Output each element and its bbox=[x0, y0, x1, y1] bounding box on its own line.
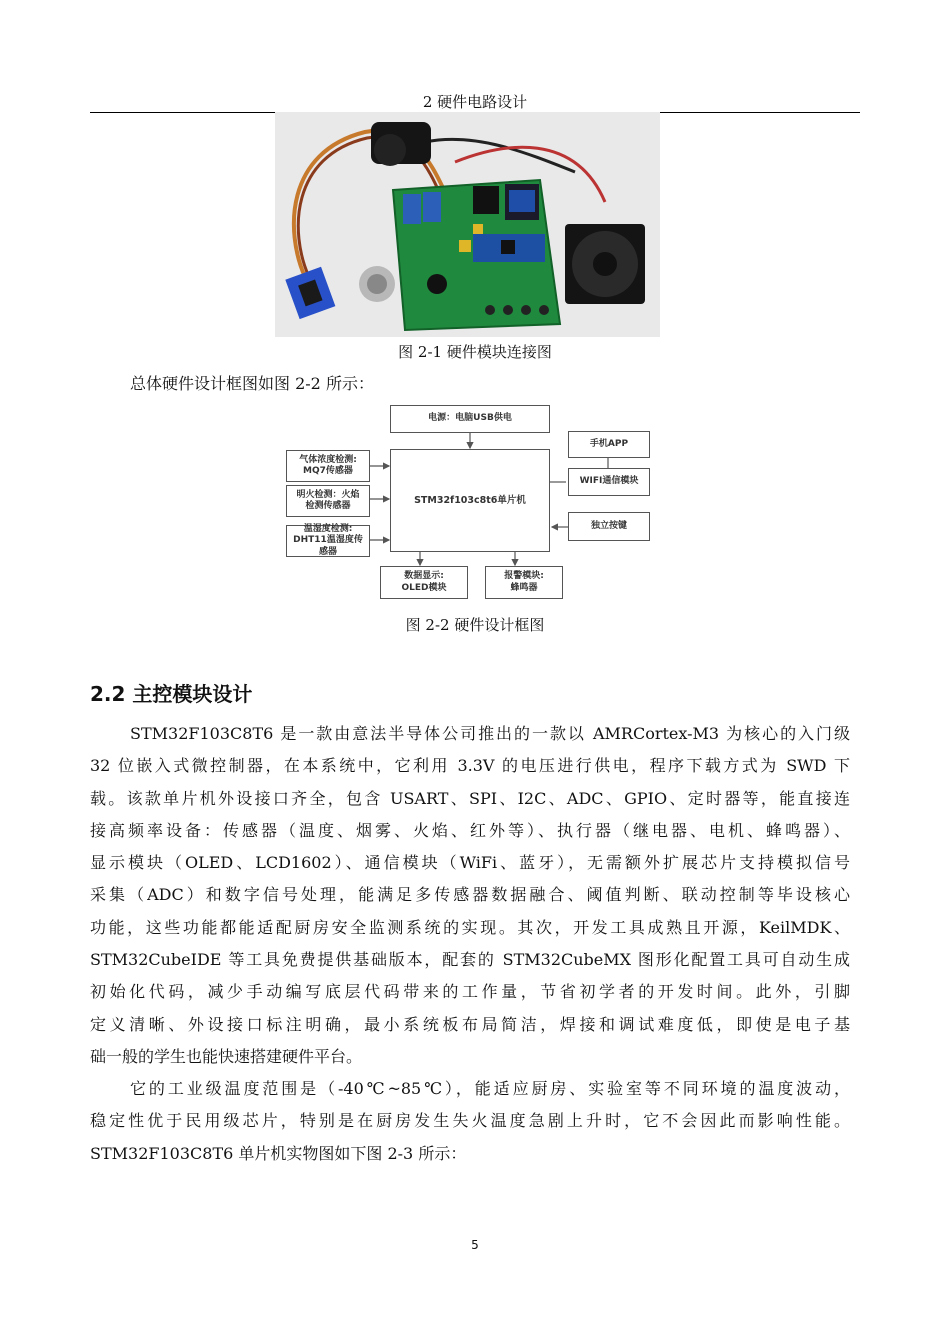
block-fire-sensor: 明火检测：火焰 检测传感器 bbox=[286, 485, 370, 517]
paragraph-line: 定义清晰、外设接口标注明确，最小系统板布局简洁，焊接和调试难度低，即使是电子基 bbox=[90, 1014, 850, 1034]
figure-2-2-caption: 图 2-2 硬件设计框图 bbox=[405, 616, 545, 634]
paragraph-line: STM32F103C8T6 单片机实物图如下图 2-3 所示： bbox=[90, 1143, 467, 1163]
block-oled-display: 数据显示: OLED模块 bbox=[380, 566, 468, 599]
paragraph-line: 稳定性优于民用级芯片，特别是在厨房发生失火温度急剧上升时，它不会因此而影响性能。 bbox=[90, 1111, 850, 1131]
block-wifi-module: WIFI通信模块 bbox=[568, 468, 650, 496]
block-dht11-sensor: 温湿度检测: DHT11温湿度传 感器 bbox=[286, 525, 370, 557]
running-header: 2 硬件电路设计 bbox=[422, 93, 528, 111]
paragraph-line: 接高频率设备：传感器（温度、烟雾、火焰、红外等）、执行器（继电器、电机、蜂鸣器）、 bbox=[90, 820, 850, 840]
paragraph-line: 采集（ADC）和数字信号处理，能满足多传感器数据融合、阈值判断、联动控制等毕设核心 bbox=[90, 885, 850, 905]
figure-2-1-caption: 图 2-1 硬件模块连接图 bbox=[398, 343, 552, 361]
paragraph-line: 显示模块（OLED、LCD1602）、通信模块（WiFi、蓝牙），无需额外扩展芯片支持模拟信号 bbox=[90, 853, 850, 873]
block-mcu: STM32f103c8t6单片机 bbox=[390, 449, 550, 552]
paragraph-temperature-range bbox=[90, 1073, 850, 1170]
paragraph-line: 载。该款单片机外设接口齐全，包含 USART、SPI、I2C、ADC、GPIO、定时器等，能直接连 bbox=[90, 788, 850, 808]
paragraph-line: 32 位嵌入式微控制器，在本系统中，它利用 3.3V 的电压进行供电，程序下载方式为 SWD 下 bbox=[90, 756, 850, 776]
paragraph-line: STM32CubeIDE 等工具免费提供基础版本，配套的 STM32CubeMX 图形化配置工具可自动生成 bbox=[90, 950, 850, 970]
page-number: 5 bbox=[471, 1238, 479, 1252]
block-phone-app: 手机APP bbox=[568, 431, 650, 458]
paragraph-line: 初始化代码，减少手动编写底层代码带来的工作量，节省初学者的开发时间。此外，引脚 bbox=[90, 982, 850, 1002]
hardware-block-diagram bbox=[280, 400, 670, 605]
hardware-photo-illustration bbox=[275, 112, 660, 337]
paragraph-line: STM32F103C8T6 是一款由意法半导体公司推出的一款以 AMRCortex-M3 为核心的入门级 bbox=[130, 724, 850, 743]
block-gas-sensor: 气体浓度检测: MQ7传感器 bbox=[286, 450, 370, 482]
paragraph-line: 础一般的学生也能快速搭建硬件平台。 bbox=[90, 1046, 363, 1066]
block-power: 电源：电脑USB供电 bbox=[390, 405, 550, 433]
block-alarm-buzzer: 报警模块: 蜂鸣器 bbox=[485, 566, 563, 599]
intro-sentence: 总体硬件设计框图如图 2-2 所示： bbox=[130, 374, 374, 393]
header-rule-left bbox=[90, 112, 275, 113]
section-heading: 2.2 主控模块设计 bbox=[90, 682, 253, 706]
paragraph-line: 它的工业级温度范围是（-40℃~85℃），能适应厨房、实验室等不同环境的温度波动， bbox=[130, 1079, 850, 1098]
hardware-photo bbox=[275, 112, 660, 337]
paragraph-line: 功能，这些功能都能适配厨房安全监测系统的实现。其次，开发工具成熟且开源，KeilMDK、 bbox=[90, 917, 850, 937]
paragraph-mcu-intro bbox=[90, 718, 850, 1073]
block-key: 独立按键 bbox=[568, 512, 650, 541]
header-rule-right bbox=[660, 112, 860, 113]
